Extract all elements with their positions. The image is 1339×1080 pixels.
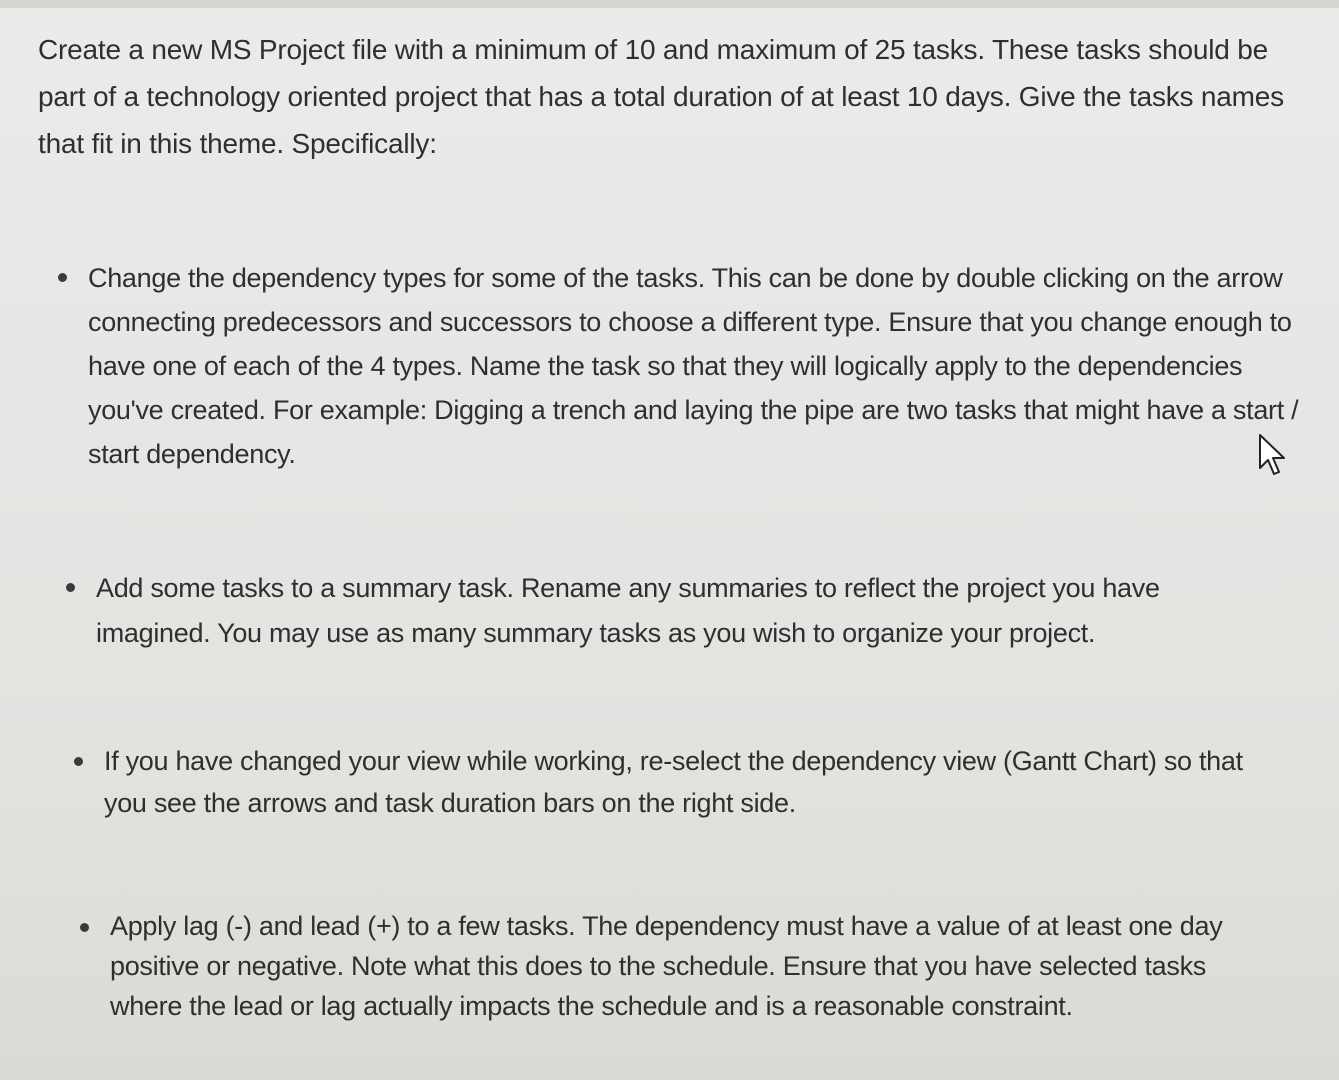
list-item [88,256,1303,476]
top-border [0,0,1339,8]
requirement-text: Apply lag (-) and lead (+) to a few tasks. The dependency must have a value of at least one day positive or negative. Note what this does to the schedule. Ensure that you have selected tasks where the lead or lag actually impacts the schedule and is a reasonable constraint. [110,911,1223,1021]
list-item [96,566,1226,656]
bullet-icon [80,923,89,932]
requirement-text: Change the dependency types for some of the tasks. This can be done by double clicking on the arrow connecting predecessors and successors to choose a different type. Ensure that you change enough to have one of each of the 4 types. Name the task so that they will logically apply to the dependencies you've created. For example: Digging a trench and laying the pipe are two tasks that might have a start / start dependency. [88,263,1299,469]
list-item [110,906,1250,1026]
mouse-pointer-icon [1257,432,1287,478]
bullet-icon [58,273,67,282]
requirement-text: If you have changed your view while working, re-select the dependency view (Gantt Chart) so that you see the arrows and task duration bars on the right side. [104,746,1243,818]
bullet-icon [66,583,75,592]
assignment-content [38,26,1308,167]
bullet-icon [74,757,83,766]
requirement-text: Add some tasks to a summary task. Rename any summaries to reflect the project you have imagined. You may use as many summary tasks as you wish to organize your project. [96,573,1160,648]
assignment-intro: Create a new MS Project file with a minimum of 10 and maximum of 25 tasks. These tasks should be part of a technology oriented project that has a total duration of at least 10 days. Give the tasks names that fit in this theme. Specifically: [38,34,1284,159]
list-item [104,740,1254,824]
